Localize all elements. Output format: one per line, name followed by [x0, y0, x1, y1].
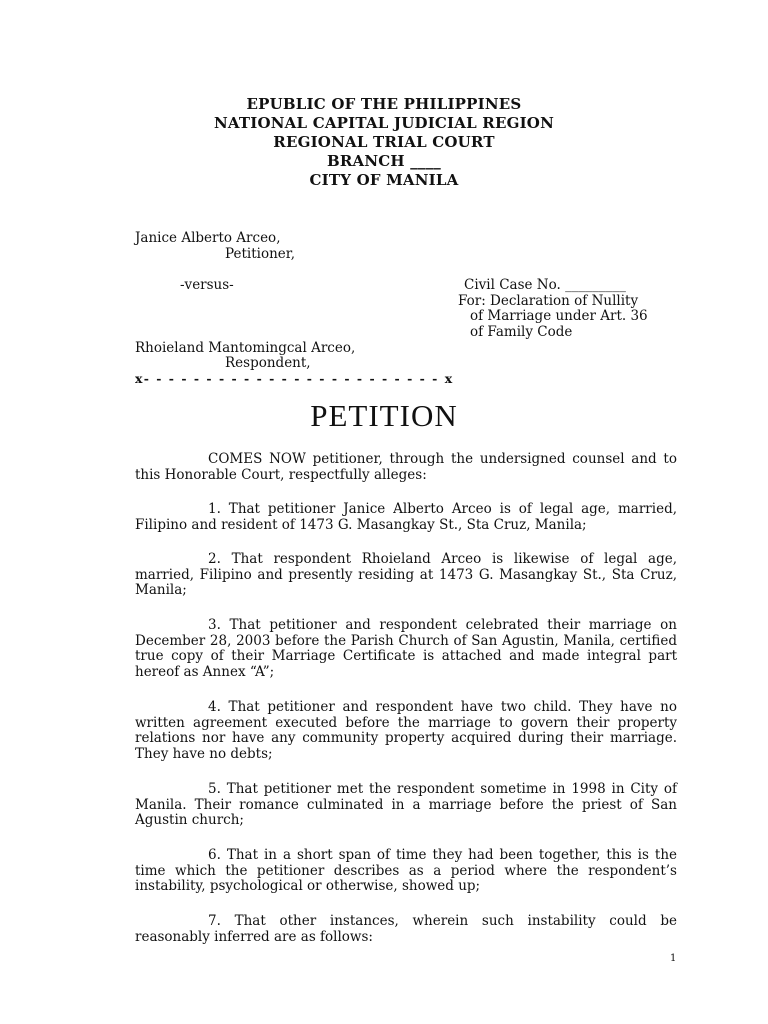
paragraph-1: 1. That petitioner Janice Alberto Arceo is of legal age, married, Filipino and resident of 1473 G. Masangkay St., Sta Cruz, Manila;	[135, 501, 677, 533]
paragraph-6: 6. That in a short span of time they had been together, this is the time which the petitioner describes as a period where the respondent’s instability, psychological or otherwise, showed up;	[135, 847, 677, 895]
case-nature-line1: For: Declaration of Nullity	[458, 293, 639, 309]
paragraph-4: 4. That petitioner and respondent have two child. They have no written agreement executed before the marriage to govern their property relations nor have any community property acquired during their marriage. They have no debts;	[135, 699, 677, 763]
case-nature-line2: of Marriage under Art. 36	[470, 308, 648, 324]
petition-body	[135, 452, 677, 952]
header-branch: BRANCH ____	[326, 152, 442, 170]
petitioner-role: Petitioner,	[225, 246, 296, 262]
petitioner-name: Janice Alberto Arceo,	[135, 230, 281, 246]
caption-separator: x- - - - - - - - - - - - - - - - - - - - - - - - x	[135, 371, 454, 386]
paragraph-5: 5. That petitioner met the respondent sometime in 1998 in City of Manila. Their romance culminated in a marriage before the priest of San Agustin church;	[135, 781, 677, 829]
document-title: PETITION	[310, 398, 458, 433]
paragraph-intro: COMES NOW petitioner, through the undersigned counsel and to this Honorable Court, respectfully alleges:	[135, 451, 677, 483]
case-nature-line3: of Family Code	[470, 324, 573, 340]
respondent-name: Rhoieland Mantomingcal Arceo,	[135, 340, 356, 356]
page-number: 1	[670, 953, 677, 964]
paragraph-7: 7. That other instances, wherein such instability could be reasonably inferred are as follows:	[135, 913, 677, 945]
paragraph-3: 3. That petitioner and respondent celebrated their marriage on December 28, 2003 before the Parish Church of San Agustin, Manila, certified true copy of their Marriage Certificate is attached and made integral part hereof as Annex “A”;	[135, 617, 677, 681]
paragraph-2: 2. That respondent Rhoieland Arceo is likewise of legal age, married, Filipino and presently residing at 1473 G. Masangkay St., Sta Cruz, Manila;	[135, 551, 677, 599]
header-court: REGIONAL TRIAL COURT	[273, 133, 495, 151]
court-header	[0, 95, 768, 190]
civil-case-number: Civil Case No. _________	[464, 277, 626, 293]
versus-label: -versus-	[180, 277, 234, 293]
header-city: CITY OF MANILA	[309, 171, 459, 189]
respondent-role: Respondent,	[225, 355, 311, 371]
header-region: NATIONAL CAPITAL JUDICIAL REGION	[214, 114, 554, 132]
header-republic: EPUBLIC OF THE PHILIPPINES	[246, 95, 522, 113]
